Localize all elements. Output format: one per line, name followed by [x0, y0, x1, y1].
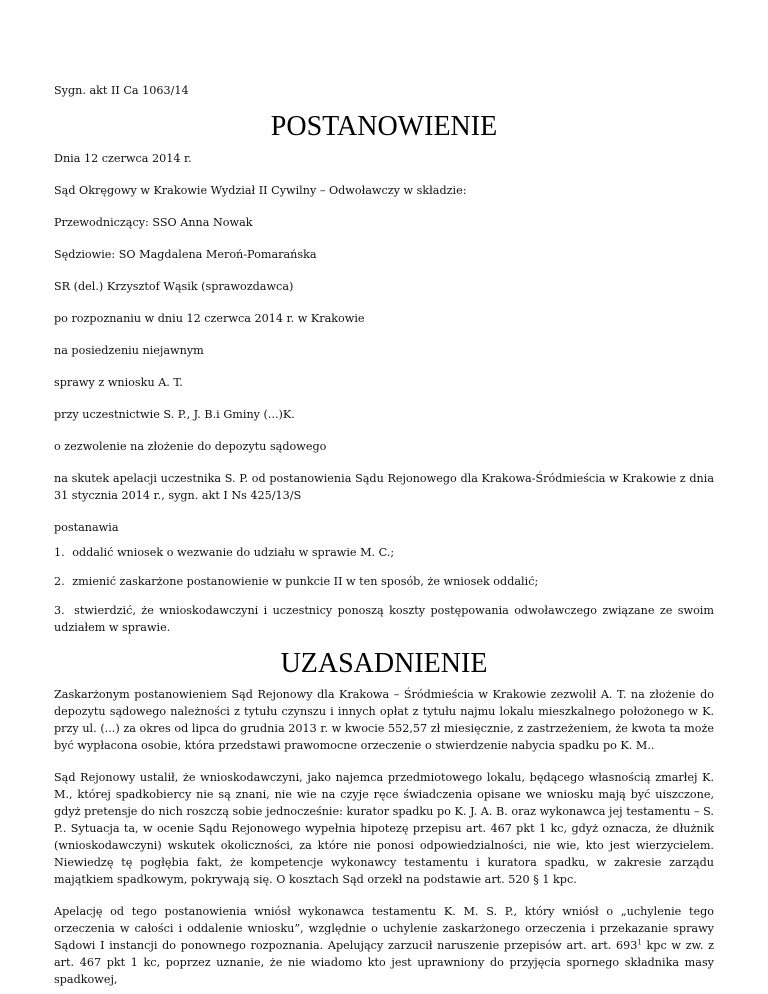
decision-list	[54, 544, 714, 636]
justification-title: UZASADNIENIE	[280, 648, 488, 679]
court-composition: Sąd Okręgowy w Krakowie Wydział II Cywilny – Odwoławczy w składzie:	[54, 184, 467, 197]
hearing-info: po rozpoznaniu w dniu 12 czerwca 2014 r. w Krakowie	[54, 312, 365, 325]
justification-paragraph: Sąd Rejonowy ustalił, że wnioskodawczyni, jako najemca przedmiotowego lokalu, będącego własnością zmarłej K. M., której spadkobiercy nie są znani, nie wie na czyje ręce świadczenia opisane we wniosku mają być uiszczone, gdyż pretensje do nich roszczą sobie jednocześnie: kurator spadku po K. J. A. B. oraz wykonawca jej testamentu – S. P.. Sytuacja ta, w ocenie Sądu Rejonowego wypełnia hipotezę przepisu art. 467 pkt 1 kc, gdyż oznacza, że dłużnik (wnioskodawczyni) wskutek okoliczności, za które nie ponosi odpowiedzialności, nie wie, kto jest wierzycielem. Niewiedzę tę pogłębia fakt, że kompetencje wykonawcy testamentu i kuratora spadku, w zakresie zarządu majątkiem spadkowym, pokrywają się. O kosztach Sąd orzekł na podstawie art. 520 § 1 kpc.	[54, 771, 714, 886]
judges: Sędziowie: SO Magdalena Meroń-Pomarańska	[54, 248, 317, 261]
document-title: POSTANOWIENIE	[270, 111, 498, 142]
justification-paragraph: Zaskarżonym postanowieniem Sąd Rejonowy dla Krakowa – Śródmieścia w Krakowie zezwolił A. T. na złożenie do depozytu sądowego należności z tytułu czynszu i innych opłat z tytułu najmu lokalu mieszkalnego położonego w K. przy ul. (...) za okres od lipca do grudnia 2013 r. w kwocie 552,57 zł miesięcznie, z zastrzeżeniem, że kwota ta może być wypłacona osobie, która przedstawi prawomocne orzeczenie o stwierdzenie nabycia spadku po K. M..	[54, 688, 714, 752]
chair-judge: Przewodniczący: SSO Anna Nowak	[54, 216, 253, 229]
rapporteur: SR (del.) Krzysztof Wąsik (sprawozdawca)	[54, 280, 294, 293]
session-type: na posiedzeniu niejawnym	[54, 344, 204, 357]
decides-label: postanawia	[54, 521, 119, 534]
decision-item: 1. oddalić wniosek o wezwanie do udziału w sprawie M. C.;	[54, 546, 395, 559]
case-number: Sygn. akt II Ca 1063/14	[54, 84, 189, 97]
case-parties: sprawy z wniosku A. T.	[54, 376, 183, 389]
document-body	[54, 82, 714, 988]
participants: przy uczestnictwie S. P., J. B.i Gminy (...)K.	[54, 408, 295, 421]
justification-paragraph: Apelację od tego postanowienia wniósł wykonawca testamentu K. M. S. P., który wniósł o „uchylenie tego orzeczenia w całości i oddalenie wniosku”, względnie o uchylenie zaskarżonego orzeczenia i przekazanie sprawy Sądowi I instancji do ponownego rozpoznania. Apelujący zarzucił naruszenie przepisów art. art. $693^1$ kpc w zw. z art. 467 pkt 1 kc, poprzez uznanie, że nie wiadomo kto jest uprawniony do przyjęcia spornego składnika masy spadkowej,	[54, 905, 715, 986]
decision-item: 2. zmienić zaskarżone postanowienie w punkcie II w ten sposób, że wniosek oddalić;	[54, 575, 539, 588]
decision-item: 3. stwierdzić, że wnioskodawczyni i uczestnicy ponoszą koszty postępowania odwoławczego związane ze swoim udziałem w sprawie.	[54, 604, 714, 634]
case-subject: o zezwolenie na złożenie do depozytu sądowego	[54, 440, 327, 453]
decision-date: Dnia 12 czerwca 2014 r.	[54, 152, 192, 165]
appeal-info: na skutek apelacji uczestnika S. P. od postanowienia Sądu Rejonowego dla Krakowa-Śródmieścia w Krakowie z dnia 31 stycznia 2014 r., sygn. akt I Ns 425/13/S	[54, 472, 714, 502]
